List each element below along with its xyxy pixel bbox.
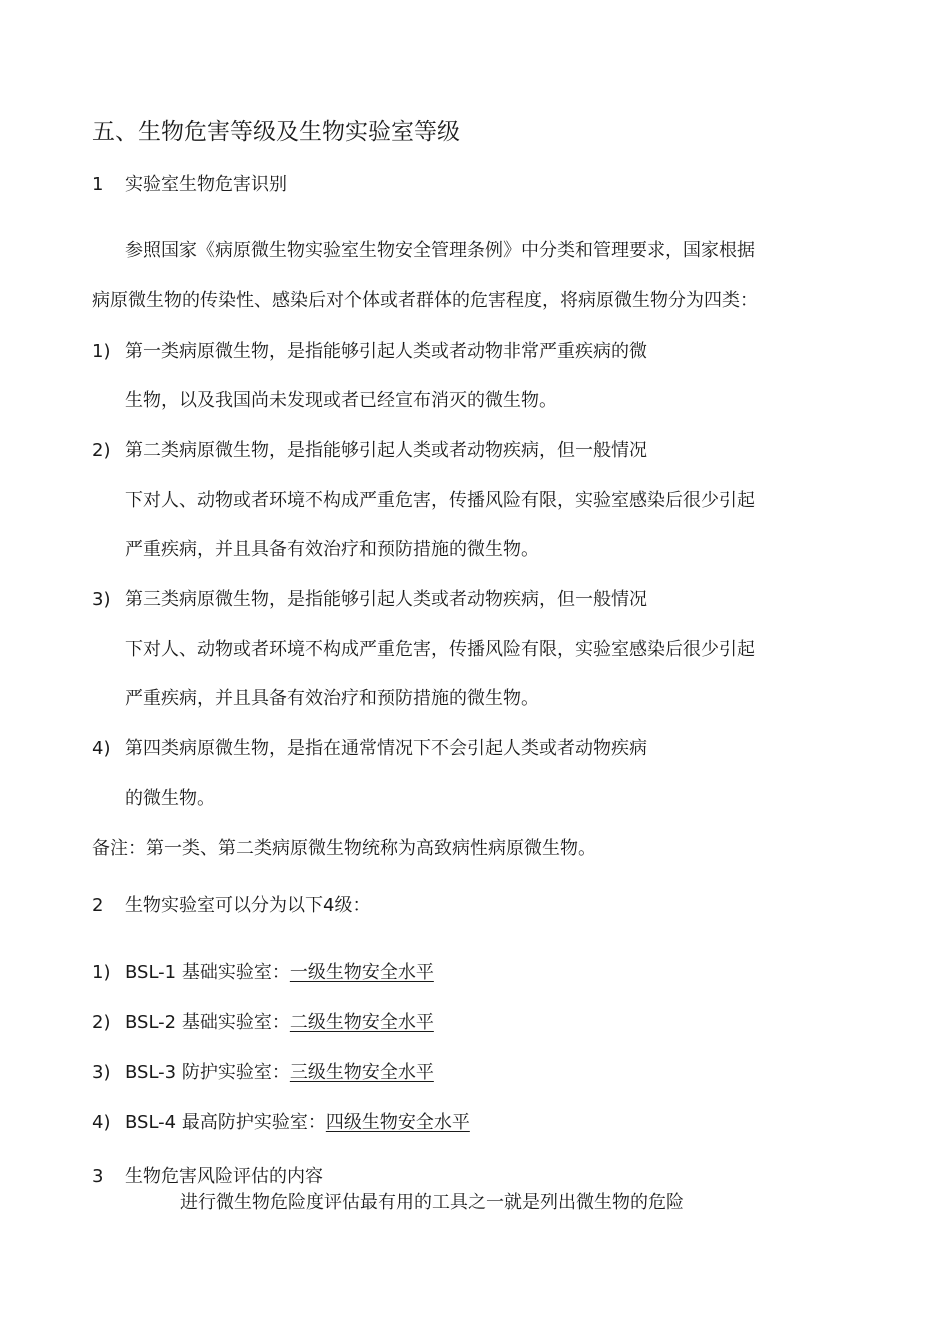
page-title: 五、生物危害等级及生物实验室等级: [92, 119, 460, 145]
item-3-line-1: 第三类病原微生物，是指能够引起人类或者动物疾病，但一般情况: [125, 589, 647, 610]
section-2-heading: 生物实验室可以分为以下4级：: [125, 895, 371, 916]
section-1-number: 1: [92, 174, 104, 195]
item-2-line-1: 第二类病原微生物，是指能够引起人类或者动物疾病，但一般情况: [125, 440, 647, 461]
level-1-number: 1): [92, 962, 111, 983]
level-4-value: 四级生物安全水平: [325, 1112, 470, 1133]
level-4-number: 4): [92, 1112, 111, 1133]
level-2-number: 2): [92, 1012, 111, 1033]
section-2-number: 2: [92, 895, 104, 916]
item-4-line-2: 的微生物。: [125, 788, 215, 809]
item-1-line-2: 生物，以及我国尚未发现或者已经宣布消灭的微生物。: [125, 390, 557, 411]
item-2-number: 2): [92, 440, 111, 461]
level-3-value: 三级生物安全水平: [289, 1062, 434, 1083]
level-4-item: [125, 1111, 470, 1135]
level-1-label: BSL-1 基础实验室：: [125, 962, 290, 983]
level-2-label: BSL-2 基础实验室：: [125, 1012, 290, 1033]
level-2-item: [125, 1011, 434, 1035]
item-4-number: 4): [92, 738, 111, 759]
level-3-label: BSL-3 防护实验室：: [125, 1062, 290, 1083]
level-4-label: BSL-4 最高防护实验室：: [125, 1112, 326, 1133]
level-3-number: 3): [92, 1062, 111, 1083]
section-3-body: 进行微生物危险度评估最有用的工具之一就是列出微生物的危险: [180, 1192, 684, 1213]
section-3-heading: 生物危害风险评估的内容: [125, 1166, 323, 1187]
item-2-line-3: 严重疾病，并且具备有效治疗和预防措施的微生物。: [125, 539, 539, 560]
item-2-line-2: 下对人、动物或者环境不构成严重危害，传播风险有限，实验室感染后很少引起: [125, 490, 755, 511]
item-4-line-1: 第四类病原微生物，是指在通常情况下不会引起人类或者动物疾病: [125, 738, 647, 759]
section-3-number: 3: [92, 1166, 104, 1187]
item-1-number: 1): [92, 341, 111, 362]
intro-line-2: 病原微生物的传染性、感染后对个体或者群体的危害程度，将病原微生物分为四类：: [92, 290, 758, 311]
section-1-heading: 实验室生物危害识别: [125, 174, 287, 195]
level-1-value: 一级生物安全水平: [289, 962, 434, 983]
item-3-line-3: 严重疾病，并且具备有效治疗和预防措施的微生物。: [125, 688, 539, 709]
level-1-item: [125, 961, 434, 985]
level-3-item: [125, 1061, 434, 1085]
item-3-number: 3): [92, 589, 111, 610]
intro-line-1: 参照国家《病原微生物实验室生物安全管理条例》中分类和管理要求，国家根据: [125, 240, 755, 261]
item-3-line-2: 下对人、动物或者环境不构成严重危害，传播风险有限，实验室感染后很少引起: [125, 639, 755, 660]
level-2-value: 二级生物安全水平: [289, 1012, 434, 1033]
item-1-line-1: 第一类病原微生物，是指能够引起人类或者动物非常严重疾病的微: [125, 341, 647, 362]
note: 备注：第一类、第二类病原微生物统称为高致病性病原微生物。: [92, 838, 596, 859]
